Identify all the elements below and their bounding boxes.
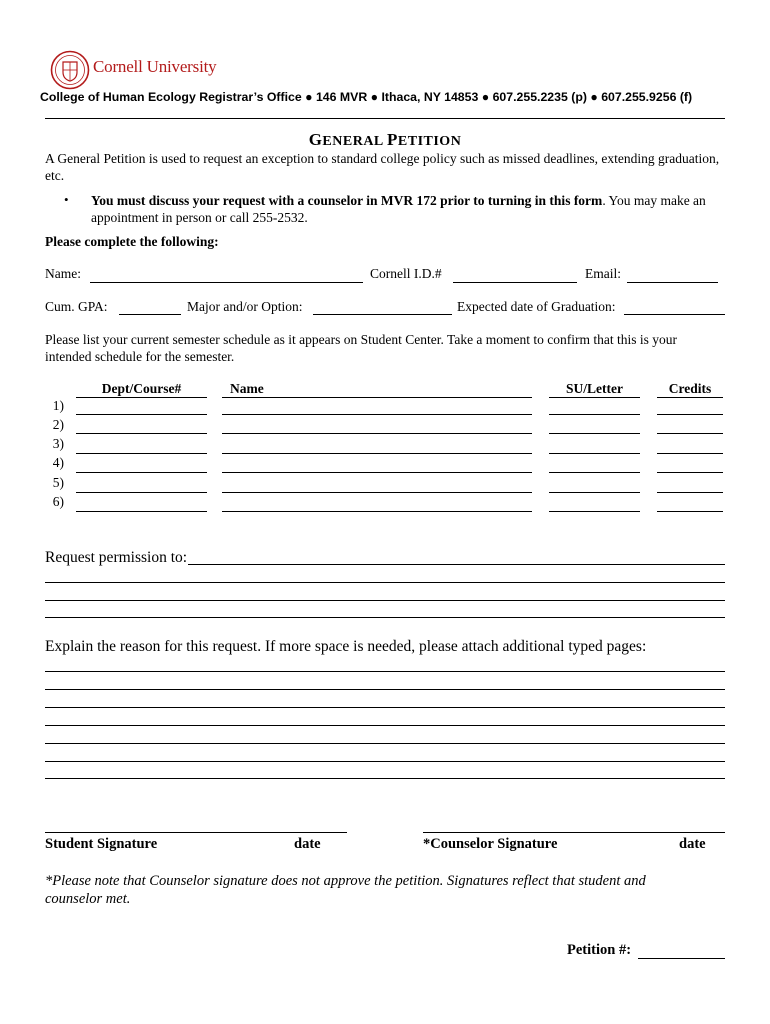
row-5-su-field[interactable] [549,492,640,493]
grad-date-field[interactable] [624,314,725,315]
grad-date-label: Expected date of Graduation: [457,299,616,314]
request-field-line-2[interactable] [45,582,725,583]
section-heading: Please complete the following: [45,234,219,249]
row-6-credits-field[interactable] [657,511,723,512]
request-field-line-3[interactable] [45,600,725,601]
brand-name: Cornell University [93,57,217,76]
row-2-credits-field[interactable] [657,433,723,434]
row-6-su-field[interactable] [549,511,640,512]
row-2-dept-field[interactable] [76,433,207,434]
notice-bold: You must discuss your request with a counselor in MVR 172 prior to turning in this form [91,193,603,208]
cornell-id-field[interactable] [453,282,577,283]
row-1-dept-field[interactable] [76,414,207,415]
row-5-credits-field[interactable] [657,492,723,493]
col-header-credits: Credits [657,381,723,398]
request-field-line-4[interactable] [45,617,725,618]
student-date-label: date [294,836,321,852]
row-1-su-field[interactable] [549,414,640,415]
row-1-credits-field[interactable] [657,414,723,415]
explain-label: Explain the reason for this request. If more space is needed, please attach additional typed pages: [45,638,647,655]
name-label: Name: [45,266,81,281]
name-field[interactable] [90,282,363,283]
email-field[interactable] [627,282,718,283]
col-header-name: Name [222,381,532,398]
col-header-su: SU/Letter [549,381,640,398]
explain-field-line-2[interactable] [45,689,725,690]
counselor-signature-field[interactable] [423,832,725,833]
row-1-name-field[interactable] [222,414,532,415]
email-label: Email: [585,266,621,281]
row-3-su-field[interactable] [549,453,640,454]
row-6-name-field[interactable] [222,511,532,512]
row-2-name-field[interactable] [222,433,532,434]
major-label: Major and/or Option: [187,299,303,314]
major-field[interactable] [313,314,452,315]
title-rest-1: ENERAL [322,134,383,149]
request-label: Request permission to: [45,549,188,566]
bullet-icon: • [64,192,69,207]
counselor-notice [91,192,726,226]
title-rest-2: ETITION [397,134,462,149]
gpa-label: Cum. GPA: [45,299,108,314]
signature-note: *Please note that Counselor signature does not approve the petition. Signatures reflect that student and counselor met. [45,873,646,907]
explain-field-line-5[interactable] [45,743,725,744]
row-2-su-field[interactable] [549,433,640,434]
row-4-name-field[interactable] [222,472,532,473]
row-4-su-field[interactable] [549,472,640,473]
row-3-credits-field[interactable] [657,453,723,454]
cornell-seal-icon [50,50,90,90]
row-5-name-field[interactable] [222,492,532,493]
row-number: 4) [52,455,64,470]
page-title [0,130,770,150]
counselor-signature-label: *Counselor Signature [423,836,558,852]
cornell-id-label: Cornell I.D.# [370,266,442,281]
row-4-credits-field[interactable] [657,472,723,473]
col-header-dept: Dept/Course# [76,381,207,398]
student-signature-label: Student Signature [45,836,158,852]
row-number: 3) [52,436,64,451]
explain-field-line-4[interactable] [45,725,725,726]
title-cap-1: G [308,130,323,149]
request-field-line-1[interactable] [188,564,725,565]
explain-field-line-3[interactable] [45,707,725,708]
student-signature-field[interactable] [45,832,347,833]
office-address: College of Human Ecology Registrar’s Office ● 146 MVR ● Ithaca, NY 14853 ● 607.255.2235 (p) ● 607.255.9256 (f) [40,90,693,104]
explain-field-line-6[interactable] [45,761,725,762]
petition-number-field[interactable] [638,958,725,959]
row-3-dept-field[interactable] [76,453,207,454]
notice-rest: . You may make an appointment in person or call 255-2532. [91,193,706,225]
gpa-field[interactable] [119,314,181,315]
header-divider [45,118,725,119]
explain-field-line-7[interactable] [45,778,725,779]
row-3-name-field[interactable] [222,453,532,454]
schedule-instructions: Please list your current semester schedule as it appears on Student Center. Take a moment to confirm that this is your intended schedule for the semester. [45,332,678,364]
row-6-dept-field[interactable] [76,511,207,512]
counselor-date-label: date [679,836,706,852]
petition-number-label: Petition #: [567,942,632,958]
row-4-dept-field[interactable] [76,472,207,473]
explain-field-line-1[interactable] [45,671,725,672]
row-5-dept-field[interactable] [76,492,207,493]
title-cap-2: P [387,130,398,149]
row-number: 6) [52,494,64,509]
intro-text: A General Petition is used to request an exception to standard college policy such as missed deadlines, extending graduation, etc. [45,151,720,183]
row-number: 5) [52,475,64,490]
row-number: 2) [52,417,64,432]
row-number: 1) [52,398,64,413]
